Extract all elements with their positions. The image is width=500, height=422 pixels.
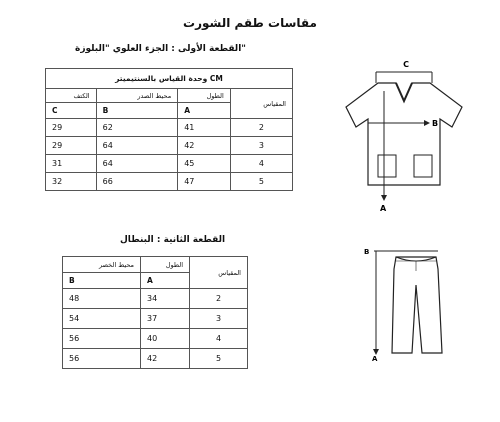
page-title: مقاسات طقم الشورت (183, 16, 317, 30)
a-label: A (380, 204, 387, 213)
cell-waist: 54 (63, 309, 141, 329)
c-label: C (403, 60, 409, 69)
cell-waist: 48 (63, 289, 141, 309)
cell-size: 5 (230, 173, 292, 191)
unit-label: وحدة القياس بالسنتيميتر CM (46, 69, 293, 89)
col-header-length: الطول (141, 257, 190, 273)
col-header-waist: محيط الخصر (63, 257, 141, 273)
cell-length: 42 (178, 137, 231, 155)
pocket-left (378, 155, 396, 177)
pants-outline (392, 257, 442, 353)
bottom-section-heading: القطعة الثانية : البنطال (120, 235, 226, 245)
top-section-heading: القطعة الأولى : الجزء العلوي "البلوزة" (75, 44, 246, 54)
a-arrowhead (381, 195, 387, 201)
a-label: A (372, 355, 378, 363)
top-size-table (45, 68, 293, 191)
cell-chest: 66 (96, 173, 178, 191)
cell-size: 4 (230, 155, 292, 173)
cell-length: 37 (141, 309, 190, 329)
table-row (63, 309, 248, 329)
cell-size: 3 (190, 309, 248, 329)
col-header-chest: محيط الصدر (96, 89, 178, 103)
cell-chest: 64 (96, 137, 178, 155)
col-header-size: المقياس (230, 89, 292, 119)
col-code-b: B (63, 273, 141, 289)
b-label: B (364, 248, 370, 256)
table-row (63, 349, 248, 369)
cell-size: 2 (190, 289, 248, 309)
cell-size: 2 (230, 119, 292, 137)
col-header-shoulder: الكتف (46, 89, 97, 103)
table-row (46, 137, 293, 155)
cell-shoulder: 32 (46, 173, 97, 191)
cell-waist: 56 (63, 329, 141, 349)
shirt-diagram (340, 55, 480, 215)
col-code-a: A (141, 273, 190, 289)
pocket-right (414, 155, 432, 177)
cell-shoulder: 29 (46, 119, 97, 137)
cell-waist: 56 (63, 349, 141, 369)
cell-length: 34 (141, 289, 190, 309)
table-row (63, 329, 248, 349)
table-row (46, 155, 293, 173)
col-code-b: B (96, 103, 178, 119)
cell-size: 4 (190, 329, 248, 349)
cell-length: 40 (141, 329, 190, 349)
cell-length: 47 (178, 173, 231, 191)
cell-shoulder: 29 (46, 137, 97, 155)
cell-length: 42 (141, 349, 190, 369)
cell-chest: 64 (96, 155, 178, 173)
col-code-c: C (46, 103, 97, 119)
cell-length: 41 (178, 119, 231, 137)
cell-shoulder: 31 (46, 155, 97, 173)
b-label: B (432, 119, 439, 128)
cell-length: 45 (178, 155, 231, 173)
col-header-size: المقياس (190, 257, 248, 289)
cell-size: 3 (230, 137, 292, 155)
table-row (63, 289, 248, 309)
cell-size: 5 (190, 349, 248, 369)
col-header-length: الطول (178, 89, 231, 103)
bottom-size-table (62, 256, 248, 369)
pants-diagram (360, 245, 470, 375)
table-row (46, 173, 293, 191)
shirt-outline (346, 83, 462, 185)
col-code-a: A (178, 103, 231, 119)
cell-chest: 62 (96, 119, 178, 137)
table-row (46, 119, 293, 137)
